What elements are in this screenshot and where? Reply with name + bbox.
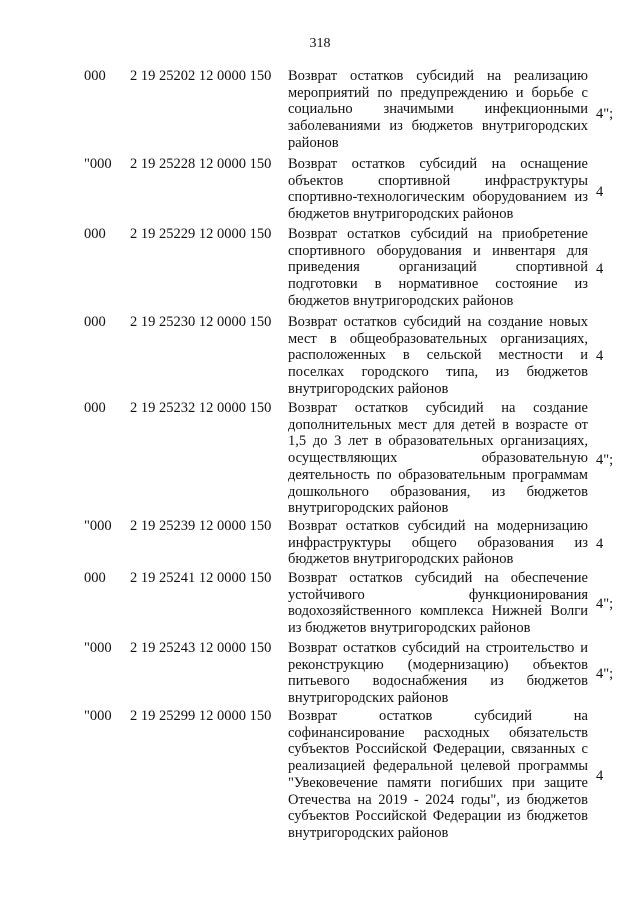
row-mark: 4 xyxy=(596,536,604,552)
row-description: Возврат остатков субсидий на модернизацию инфраструктуры общего образования из бюджетов внутригородских районов xyxy=(288,518,588,568)
admin-code: 000 xyxy=(84,226,106,242)
budget-classification-code: 2 19 25229 12 0000 150 xyxy=(130,226,272,242)
table-row xyxy=(0,400,640,518)
row-description: Возврат остатков субсидий на софинансирование расходных обязательств субъектов Российской Федерации, связанных с реализацией федеральной целевой программы "Увековечение памяти погибших при защите Отечества на 2019 - 2024 годы", из бюджетов субъектов Российской Федерации из бюджетов внутригородских районов xyxy=(288,708,588,841)
row-description: Возврат остатков субсидий на приобретение спортивного оборудования и инвентаря для приведения организаций спортивной подготовки в нормативное состояние из бюджетов внутригородских районов xyxy=(288,226,588,309)
row-description: Возврат остатков субсидий на создание новых мест в общеобразовательных организациях, расположенных в сельской местности и поселках городского типа, из бюджетов внутригородских районов xyxy=(288,314,588,397)
row-mark: 4"; xyxy=(596,666,614,682)
page-number: 318 xyxy=(309,36,331,51)
table-row xyxy=(0,708,640,848)
admin-code: 000 xyxy=(84,314,106,330)
table-row xyxy=(0,226,640,312)
row-mark: 4"; xyxy=(596,596,614,612)
admin-code: 000 xyxy=(84,570,106,586)
table-row xyxy=(0,68,640,154)
row-mark: 4"; xyxy=(596,452,614,468)
admin-code: "000 xyxy=(84,708,112,724)
admin-code: 000 xyxy=(84,68,106,84)
row-mark: 4 xyxy=(596,184,604,200)
admin-code: "000 xyxy=(84,640,112,656)
admin-code: "000 xyxy=(84,156,112,172)
row-description: Возврат остатков субсидий на реализацию мероприятий по предупреждению и борьбе с социально значимыми инфекционными заболеваниями из бюджетов внутригородских районов xyxy=(288,68,588,151)
table-row xyxy=(0,570,640,640)
table-row xyxy=(0,518,640,570)
table-row xyxy=(0,314,640,400)
row-description: Возврат остатков субсидий на оснащение объектов спортивной инфраструктуры спортивно-технологическим оборудованием из бюджетов внутригородских районов xyxy=(288,156,588,223)
budget-classification-code: 2 19 25243 12 0000 150 xyxy=(130,640,272,656)
budget-classification-code: 2 19 25232 12 0000 150 xyxy=(130,400,272,416)
row-description: Возврат остатков субсидий на строительство и реконструкцию (модернизацию) объектов питьевого водоснабжения из бюджетов внутригородских районов xyxy=(288,640,588,707)
table-row xyxy=(0,156,640,226)
row-mark: 4 xyxy=(596,768,604,784)
admin-code: 000 xyxy=(84,400,106,416)
row-mark: 4 xyxy=(596,261,604,277)
budget-classification-code: 2 19 25228 12 0000 150 xyxy=(130,156,272,172)
admin-code: "000 xyxy=(84,518,112,534)
row-mark: 4"; xyxy=(596,106,614,122)
row-mark: 4 xyxy=(596,348,604,364)
budget-classification-code: 2 19 25202 12 0000 150 xyxy=(130,68,272,84)
budget-classification-code: 2 19 25230 12 0000 150 xyxy=(130,314,272,330)
budget-classification-code: 2 19 25239 12 0000 150 xyxy=(130,518,272,534)
budget-classification-code: 2 19 25241 12 0000 150 xyxy=(130,570,272,586)
row-description: Возврат остатков субсидий на создание дополнительных мест для детей в возрасте от 1,5 до 3 лет в образовательных организациях, осуществляющих образовательную деятельность по образовательным программам дошкольного образования, из бюджетов внутригородских районов xyxy=(288,400,588,517)
row-description: Возврат остатков субсидий на обеспечение устойчивого функционирования водохозяйственного комплекса Нижней Волги из бюджетов внутригородских районов xyxy=(288,570,588,637)
budget-classification-code: 2 19 25299 12 0000 150 xyxy=(130,708,272,724)
table-row xyxy=(0,640,640,710)
